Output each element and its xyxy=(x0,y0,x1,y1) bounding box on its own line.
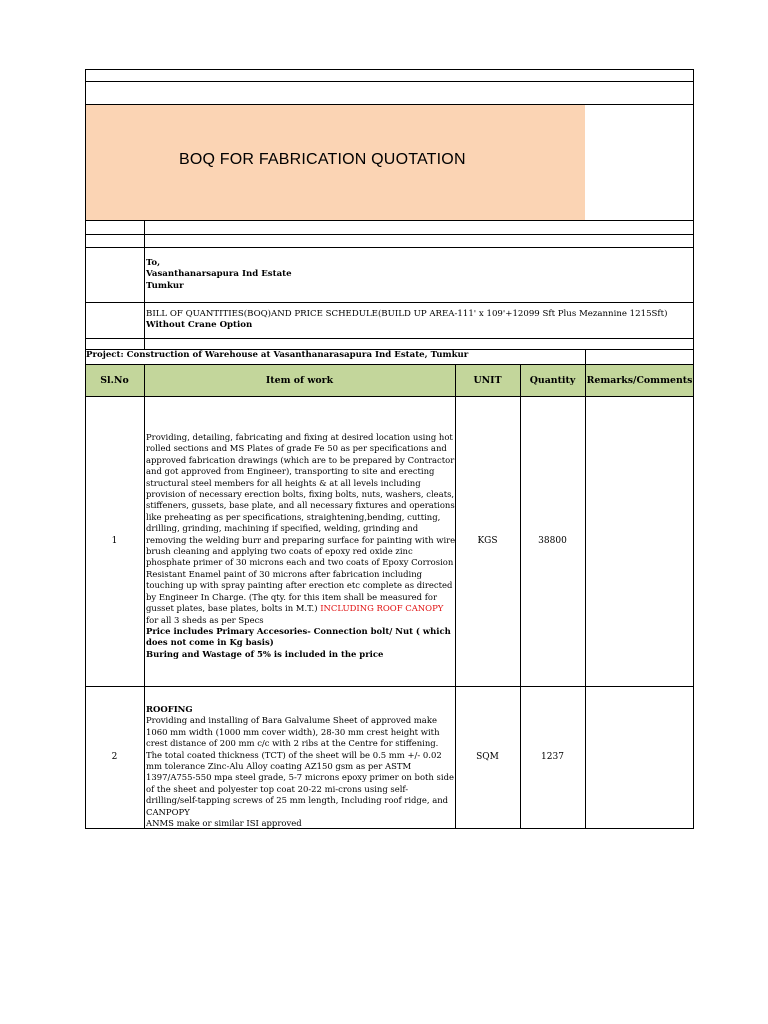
row1-quantity: 38800 xyxy=(538,536,567,546)
grid-line xyxy=(85,69,694,70)
row2-unit: SQM xyxy=(476,752,499,762)
boq-subheading: Without Crane Option xyxy=(146,320,253,330)
grid-line xyxy=(520,364,521,829)
row2-remarks xyxy=(585,686,694,828)
grid-line xyxy=(85,364,694,365)
grid-line xyxy=(85,234,694,235)
address-block xyxy=(146,258,446,292)
row2-slno: 2 xyxy=(111,752,118,762)
grid-line xyxy=(85,302,694,303)
row2-desc-main: Providing and installing of Bara Galvalume Sheet of approved make 1060 mm width (1000 mm cover width), 28-30 mm crest height with crest distance of 200 mm c/c with 2 ribs at the Centre for stiffening. The total coated thickness (TCT) of the sheet will be 0.5 mm +/- 0.02 mm tolerance Zinc-Alu Alloy coating AZ150 gsm as per ASTM 1397/A755-550 mpa steel grade, 5-7 microns epoxy primer on both side of the sheet and polyester top coat 20-22 mi-crons using self-drilling/self-tapping screws of 25 mm length, Including roof ridge, and CANPOPY xyxy=(146,715,454,817)
address-line1: Vasanthanarsapura Ind Estate xyxy=(146,269,292,280)
grid-line xyxy=(455,364,456,829)
boq-heading: BILL OF QUANTITIES(BOQ)AND PRICE SCHEDULE(BUILD UP AREA-111' x 109'+12099 Sft Plus Mezannine 1215Sft) xyxy=(146,309,668,319)
grid-line xyxy=(144,364,145,829)
grid-line xyxy=(85,338,694,339)
grid-line xyxy=(85,69,86,829)
row2-quantity: 1237 xyxy=(541,752,564,762)
address-to: To, xyxy=(146,258,161,268)
grid-line xyxy=(85,396,694,397)
grid-line xyxy=(85,686,694,687)
grid-line xyxy=(85,220,694,221)
row2-desc-tail: ANMS make or similar ISI approved xyxy=(146,818,302,829)
grid-line xyxy=(693,69,694,829)
header-quantity: Quantity xyxy=(529,374,576,386)
grid-line xyxy=(585,349,586,829)
header-item: Item of work xyxy=(265,374,334,386)
row1-desc-tail: for all 3 sheds as per Specs xyxy=(146,614,264,625)
row1-desc-bold1: Price includes Primary Accesories- Connection bolt/ Nut ( which does not come in Kg basis) xyxy=(146,625,451,648)
grid-line xyxy=(85,349,694,350)
page-title: BOQ FOR FABRICATION QUOTATION xyxy=(179,151,466,168)
row1-desc-highlight: INCLUDING ROOF CANOPY xyxy=(320,603,444,614)
grid-line xyxy=(85,247,694,248)
row2-desc-heading: ROOFING xyxy=(146,704,193,714)
header-unit: UNIT xyxy=(473,374,502,386)
row1-desc-main: Providing, detailing, fabricating and fixing at desired location using hot rolled sections and MS Plates of grade Fe 50 as per specifications and approved fabrication drawings (which are to be prepared by Contractor and got approved from Engineer), transporting to site and erecting structural steel members for all heights & at all levels including provision of necessary erection bolts, fixing bolts, nuts, washers, cleats, stiffeners, gussets, base plate, and all necessary fixtures and operations like preheating as per specifications, straightening,bending, cutting, drilling, grinding, machining if specified, welding, grinding and removing the welding burr and preparing surface for painting with wire brush cleaning and applying two coats of epoxy red oxide zinc phosphate primer of 30 microns each and two coats of Epoxy Corrosion Resistant Enamel paint of 30 microns after fabrication including touching up with spray painting after erection etc complete as directed by Engineer In Charge. (The qty. for this item shall be measured for gusset plates, base plates, bolts in M.T.) xyxy=(146,432,456,614)
project-line: Project: Construction of Warehouse at Vasanthanarasapura Ind Estate, Tumkur xyxy=(86,350,469,360)
header-remarks: Remarks/Comments xyxy=(586,374,693,386)
header-slno: Sl.No xyxy=(100,374,129,386)
grid-line xyxy=(144,220,145,349)
grid-line xyxy=(85,81,694,82)
row2-description xyxy=(144,704,456,829)
address-line2: Tumkur xyxy=(146,280,184,291)
grid-line xyxy=(85,828,694,829)
grid-line xyxy=(85,104,694,105)
row1-description xyxy=(144,432,456,660)
row1-slno: 1 xyxy=(111,536,118,546)
row1-unit: KGS xyxy=(477,536,498,546)
row1-remarks xyxy=(585,396,694,686)
row1-desc-bold2: Buring and Wastage of 5% is included in the price xyxy=(146,648,384,659)
